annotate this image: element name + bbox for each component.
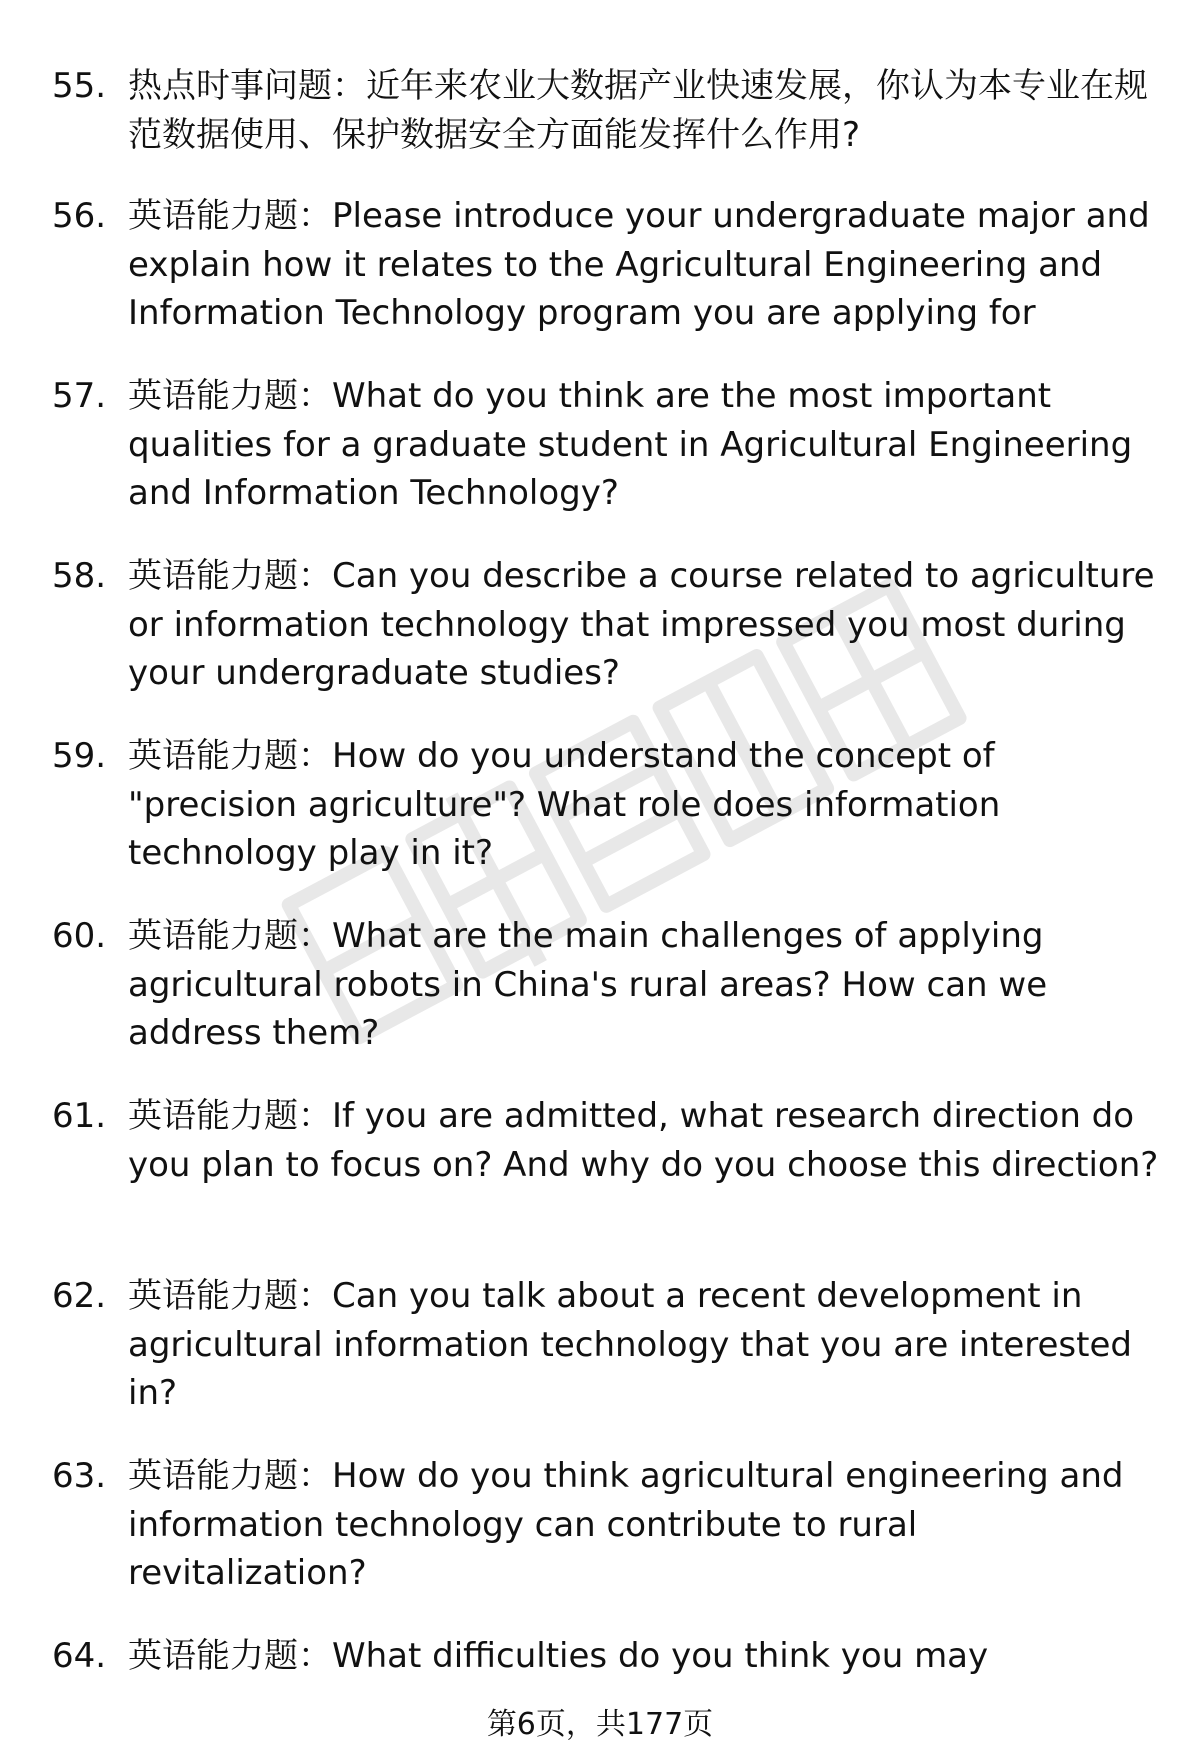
question-number: 55.: [52, 66, 107, 106]
question-number: 61.: [52, 1096, 107, 1136]
question-number: 63.: [52, 1456, 107, 1496]
question-text: 热点时事问题：近年来农业大数据产业快速发展，你认为本专业在规范数据使用、保护数据安全方面能发挥什么作用?: [128, 66, 1148, 155]
question-number: 57.: [52, 376, 107, 416]
question-text: 英语能力题：Can you describe a course related to agriculture or information technology that impressed you most during your undergraduate studies?: [128, 556, 1155, 693]
list-item: [52, 1092, 1162, 1189]
list-item: [52, 1272, 1162, 1418]
question-number: 60.: [52, 916, 107, 956]
list-item: [52, 372, 1162, 518]
question-number: 59.: [52, 736, 107, 776]
question-number: 58.: [52, 556, 107, 596]
question-text: 英语能力题：How do you understand the concept of "precision agriculture"? What role does information technology play in it?: [128, 736, 1001, 873]
question-text: 英语能力题：What are the main challenges of applying agricultural robots in China's rural areas? How can we address them?: [128, 916, 1048, 1053]
question-number: 56.: [52, 196, 107, 236]
page-indicator: 第6页，共177页: [486, 1707, 714, 1742]
list-item: [52, 192, 1162, 338]
question-number: 62.: [52, 1276, 107, 1316]
question-text: 英语能力题：What do you think are the most important qualities for a graduate student in Agricultural Engineering and Information Technology?: [128, 376, 1133, 513]
question-text: 英语能力题：If you are admitted, what research direction do you plan to focus on? And why do you choose this direction?: [128, 1096, 1159, 1185]
list-item: [52, 1632, 1162, 1681]
list-item: [52, 552, 1162, 698]
list-item: [52, 1452, 1162, 1598]
question-text: 英语能力题：How do you think agricultural engineering and information technology can contribute to rural revitalization?: [128, 1456, 1124, 1593]
list-item: [52, 912, 1162, 1058]
list-item: [52, 732, 1162, 878]
question-number: 64.: [52, 1636, 107, 1676]
question-text: 英语能力题：Please introduce your undergraduate major and explain how it relates to the Agricultural Engineering and Information Technology program you are applying for: [128, 196, 1150, 333]
question-text: 英语能力题：Can you talk about a recent development in agricultural information technology that you are interested in?: [128, 1276, 1132, 1413]
list-item: [52, 62, 1162, 159]
question-text: 英语能力题：What difficulties do you think you may: [128, 1636, 989, 1676]
